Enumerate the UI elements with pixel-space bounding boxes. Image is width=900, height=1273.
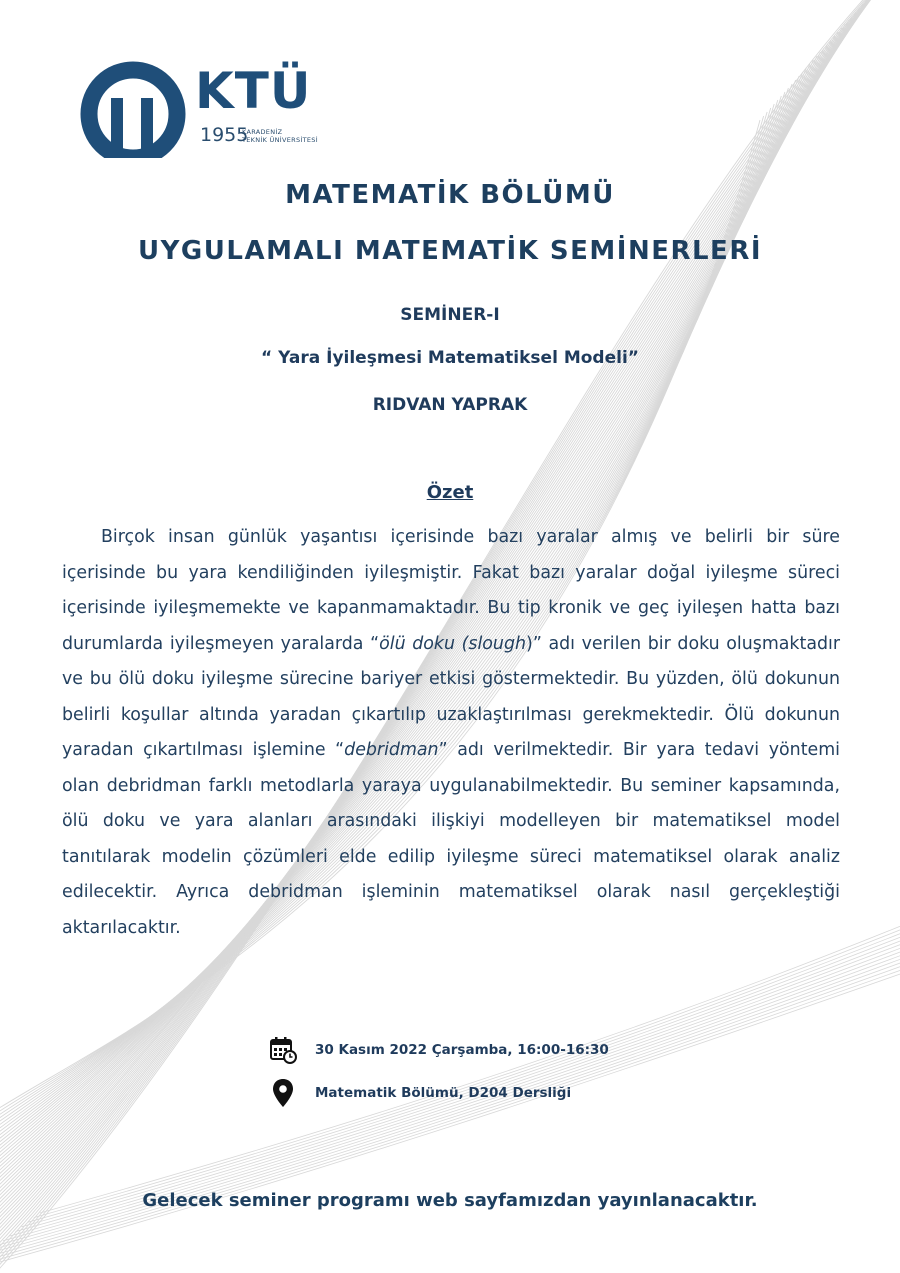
event-datetime: 30 Kasım 2022 Çarşamba, 16:00-16:30 [315,1042,609,1058]
department-title: MATEMATİK BÖLÜMÜ [285,180,615,210]
abstract-part-3: ” adı verilmektedir. Bir yara tedavi yöntemi olan debridman farklı metodlarla yaraya uygulanabilmektedir. Bu seminer kapsamında, ölü doku ve yara alanları arasındaki ilişkiyi modelleyen bir matematiksel model tanıtılarak modelin çözümleri elde edilip iyileşme süreci matematiksel olarak analiz edilecektir. Ayrıca debridman işleminin matematiksel olarak nasıl gerçekleştiği aktarılacaktır. [62,740,840,938]
background-curve [0,960,900,1273]
ktu-logo-emblem [78,58,188,170]
seminar-series-title: UYGULAMALI MATEMATİK SEMİNERLERİ [137,236,763,266]
logo-abbreviation: KTÜ [195,62,312,120]
background-curve [0,952,900,1264]
footer-note: Gelecek seminer programı web sayfamızdan yayınlanacaktır. [142,1190,758,1211]
seminar-number: SEMİNER-I [400,305,500,325]
abstract-part-1: Birçok insan günlük yaşantısı içerisinde bazı yaralar almış ve belirli bir süre içerisinde bu yara kendiliğinden iyileşmiştir. Fakat bazı yaralar doğal iyileşme süreci içerisinde iyileşmemekte ve kapanmamaktadır. Bu tip kronik ve geç iyileşen hatta bazı durumlarda iyileşmeyen yaralarda “ [62,527,840,654]
logo-university-name [242,128,318,144]
speaker-name: RIDVAN YAPRAK [372,395,528,415]
abstract-italic-slough: ölü doku (slough [379,633,527,654]
abstract-part-2: )” adı verilen bir doku oluşmaktadır ve bu ölü doku iyileşme sürecine bariyer etkisi göstermektedir. Bu yüzden, ölü dokunun belirli koşullar altında yaradan çıkartılıp uzaklaştırılması gerekmektedir. Ölü dokunun yaradan çıkartılması işlemine “ [62,633,841,760]
talk-title: “ Yara İyileşmesi Matematiksel Modeli” [261,348,639,368]
abstract-italic-debridman: debridman [344,740,439,760]
calendar-clock-icon [268,1035,298,1065]
event-location-row [268,1078,571,1108]
event-date-row [268,1035,609,1065]
background-curve [34,914,900,1218]
abstract-text [62,520,840,946]
logo-name-line1: KARADENİZ [242,128,283,136]
logo-year: 1955 [200,124,249,146]
logo-name-line2: TEKNİK ÜNİVERSİTESİ [242,136,318,144]
abstract-heading: Özet [426,482,474,503]
map-pin-icon [268,1078,298,1108]
event-location: Matematik Bölümü, D204 Dersliği [315,1085,572,1101]
ktu-logo [78,58,338,170]
